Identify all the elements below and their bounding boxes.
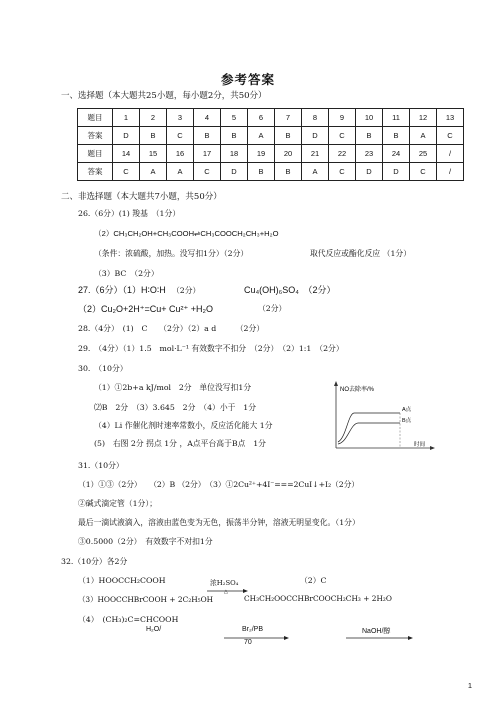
q31-line3: 最后一滴试液滴入，溶液由蓝色变为无色，振荡半分钟，溶液无明显变化。（1分） bbox=[78, 518, 360, 527]
q26-reaction-type: 取代反应或酯化反应 （1分） bbox=[310, 249, 412, 258]
table-cell: 8 bbox=[302, 109, 329, 127]
q26-line1: 26.（6分）(1) 羧基 （1分） bbox=[78, 209, 181, 218]
table-cell: 2 bbox=[140, 109, 167, 127]
table-row bbox=[78, 145, 464, 163]
table-cell: D bbox=[383, 163, 410, 181]
table-row bbox=[78, 109, 464, 127]
graph-y-label: NO去除率/% bbox=[340, 387, 375, 393]
table-cell: 14 bbox=[113, 145, 140, 163]
label-point-a: A点 bbox=[402, 407, 412, 413]
label-point-b: B点 bbox=[402, 418, 412, 424]
q31-heading: 31.（10分） bbox=[78, 461, 124, 470]
table-cell: / bbox=[437, 145, 464, 163]
table-cell: A bbox=[248, 127, 275, 145]
table-cell: C bbox=[437, 127, 464, 145]
table-cell: 21 bbox=[302, 145, 329, 163]
q32-reagent-br2: Br₂/PB bbox=[242, 626, 263, 633]
table-cell: 16 bbox=[167, 145, 194, 163]
table-cell: 9 bbox=[329, 109, 356, 127]
q32-reagent-naoh: NaOH/醇 bbox=[362, 628, 391, 635]
table-cell: D bbox=[221, 163, 248, 181]
table-row bbox=[78, 127, 464, 145]
table-cell: 4 bbox=[194, 109, 221, 127]
answer-table bbox=[77, 108, 464, 181]
q29-line: 29. （4分）（1）1.5 mol·L⁻¹ 有效数字不扣分 （2分） （2）1:1 （2分） bbox=[78, 344, 344, 353]
table-cell: B bbox=[356, 127, 383, 145]
table-cell: 17 bbox=[194, 145, 221, 163]
table-cell: 12 bbox=[410, 109, 437, 127]
table-cell: B bbox=[194, 127, 221, 145]
table-cell: 5 bbox=[221, 109, 248, 127]
route-arrow-2 bbox=[344, 634, 416, 642]
table-cell: A bbox=[410, 127, 437, 145]
table-cell: B bbox=[221, 127, 248, 145]
table-cell: 15 bbox=[140, 145, 167, 163]
route-arrow-1 bbox=[222, 634, 292, 642]
table-cell: C bbox=[194, 163, 221, 181]
graph-y-arrow bbox=[334, 381, 338, 386]
table-cell: B bbox=[275, 127, 302, 145]
table-cell: D bbox=[302, 127, 329, 145]
curve-b bbox=[338, 423, 400, 444]
q32-line3-right: CH₃CH₂OOCCHBrCOOCH₂CH₃ + 2H₂O bbox=[244, 594, 392, 603]
table-cell: 18 bbox=[221, 145, 248, 163]
table-cell: B bbox=[275, 163, 302, 181]
table-cell: 19 bbox=[248, 145, 275, 163]
q28-line: 28.（4分） (1) C （2分）（2）a d （2分） bbox=[78, 324, 265, 333]
table-cell: C bbox=[113, 163, 140, 181]
graph-x-label: 时间 bbox=[414, 442, 426, 448]
table-cell: B bbox=[248, 163, 275, 181]
q27-line1: 27.（6分）（1）H∶O∶H bbox=[78, 285, 166, 295]
q30-line3: （4）Li 作催化剂时速率常数小，反应活化能大 1分 bbox=[94, 421, 273, 430]
table-cell: 10 bbox=[356, 109, 383, 127]
table-cell: A bbox=[302, 163, 329, 181]
table-row-header: 答案 bbox=[78, 163, 113, 181]
q31-line1: （1）①③（2分） （2）B （2分） （3）①2Cu²⁺+4I⁻===2CuI↓+I₂（2分） bbox=[78, 480, 359, 489]
section-choice-heading: 一、选择题（本大题共25小题，每小题2分，共50分） bbox=[61, 91, 267, 101]
q32-reagent-h2o: H₂O/ bbox=[146, 626, 162, 633]
table-cell: 3 bbox=[167, 109, 194, 127]
table-cell: C bbox=[410, 163, 437, 181]
q32-condition-70: 70 bbox=[244, 639, 252, 646]
table-cell: A bbox=[167, 163, 194, 181]
q32-line4: （4） (CH₃)₂C=CHCOOH bbox=[78, 615, 179, 624]
table-cell: 20 bbox=[275, 145, 302, 163]
q26-condition: （条件：浓硫酸，加热。没写扣1分）（2分） bbox=[94, 249, 249, 258]
table-row bbox=[78, 163, 464, 181]
table-cell: / bbox=[437, 163, 464, 181]
table-cell: C bbox=[329, 127, 356, 145]
q31-line2: ②碱式滴定管（1分）； bbox=[78, 499, 158, 508]
table-cell: 6 bbox=[248, 109, 275, 127]
q32-condition: 浓H₂SO₄ bbox=[210, 579, 239, 587]
table-cell: 24 bbox=[383, 145, 410, 163]
table-cell: B bbox=[383, 127, 410, 145]
table-cell: A bbox=[140, 163, 167, 181]
q31-line4: ③0.5000（2分） 有效数字不对扣1分 bbox=[78, 537, 213, 546]
table-cell: C bbox=[167, 127, 194, 145]
q26-equation: （2）CH₃CH₂OH+CH₃COOH⇌CH₃COOCH₂CH₃+H₂O bbox=[94, 229, 279, 238]
table-cell: B bbox=[140, 127, 167, 145]
document-title: 参考答案 bbox=[220, 72, 275, 87]
q27-equation: （2）Cu₂O+2H⁺=Cu+ Cu²⁺ +H₂O bbox=[78, 304, 214, 314]
q32-line1: （1）HOOCCH₂COOH bbox=[78, 576, 166, 585]
q26-line4: （3）BC （2分） bbox=[94, 269, 159, 278]
section-nonchoice-heading: 二、非选择题（本大题共7小题，共50分） bbox=[61, 192, 222, 202]
q30-line2: ⑵B 2分 （3）3.645 2分 （4）小于 1分 bbox=[94, 403, 257, 412]
table-cell: D bbox=[113, 127, 140, 145]
table-cell: D bbox=[356, 163, 383, 181]
q27-score1: （2分） bbox=[172, 286, 201, 295]
table-cell: 23 bbox=[356, 145, 383, 163]
q32-line3-left: （3）HOOCCHBrCOOH + 2C₂H₅OH bbox=[78, 595, 214, 604]
q27-formula: Cu₄(OH)₆SO₄ （2分） bbox=[244, 285, 336, 295]
q27-score2: （2分） bbox=[258, 304, 287, 313]
q30-line4: (5) 右图 2分 拐点 1分 ，A点平台高于B点 1分 bbox=[94, 439, 266, 448]
page-number: 1 bbox=[467, 681, 472, 690]
table-cell: 25 bbox=[410, 145, 437, 163]
q30-line1: （1）①2b+a kJ/mol 2分 单位没写扣1分 bbox=[94, 383, 252, 392]
table-cell: 22 bbox=[329, 145, 356, 163]
table-cell: 11 bbox=[383, 109, 410, 127]
table-cell: C bbox=[329, 163, 356, 181]
q32-heat-sign: △ bbox=[224, 589, 228, 595]
q30-heading: 30. （10分） bbox=[78, 364, 128, 373]
table-cell: 1 bbox=[113, 109, 140, 127]
table-cell: 7 bbox=[275, 109, 302, 127]
no-removal-graph bbox=[328, 378, 438, 454]
q32-answer2: （2）C bbox=[300, 576, 327, 585]
table-row-header: 答案 bbox=[78, 127, 113, 145]
graph-x-arrow bbox=[430, 446, 435, 450]
curve-a bbox=[338, 413, 400, 442]
table-row-header: 题目 bbox=[78, 109, 113, 127]
q32-heading: 32.（10分）各2分 bbox=[61, 557, 128, 566]
table-cell: 13 bbox=[437, 109, 464, 127]
table-row-header: 题目 bbox=[78, 145, 113, 163]
